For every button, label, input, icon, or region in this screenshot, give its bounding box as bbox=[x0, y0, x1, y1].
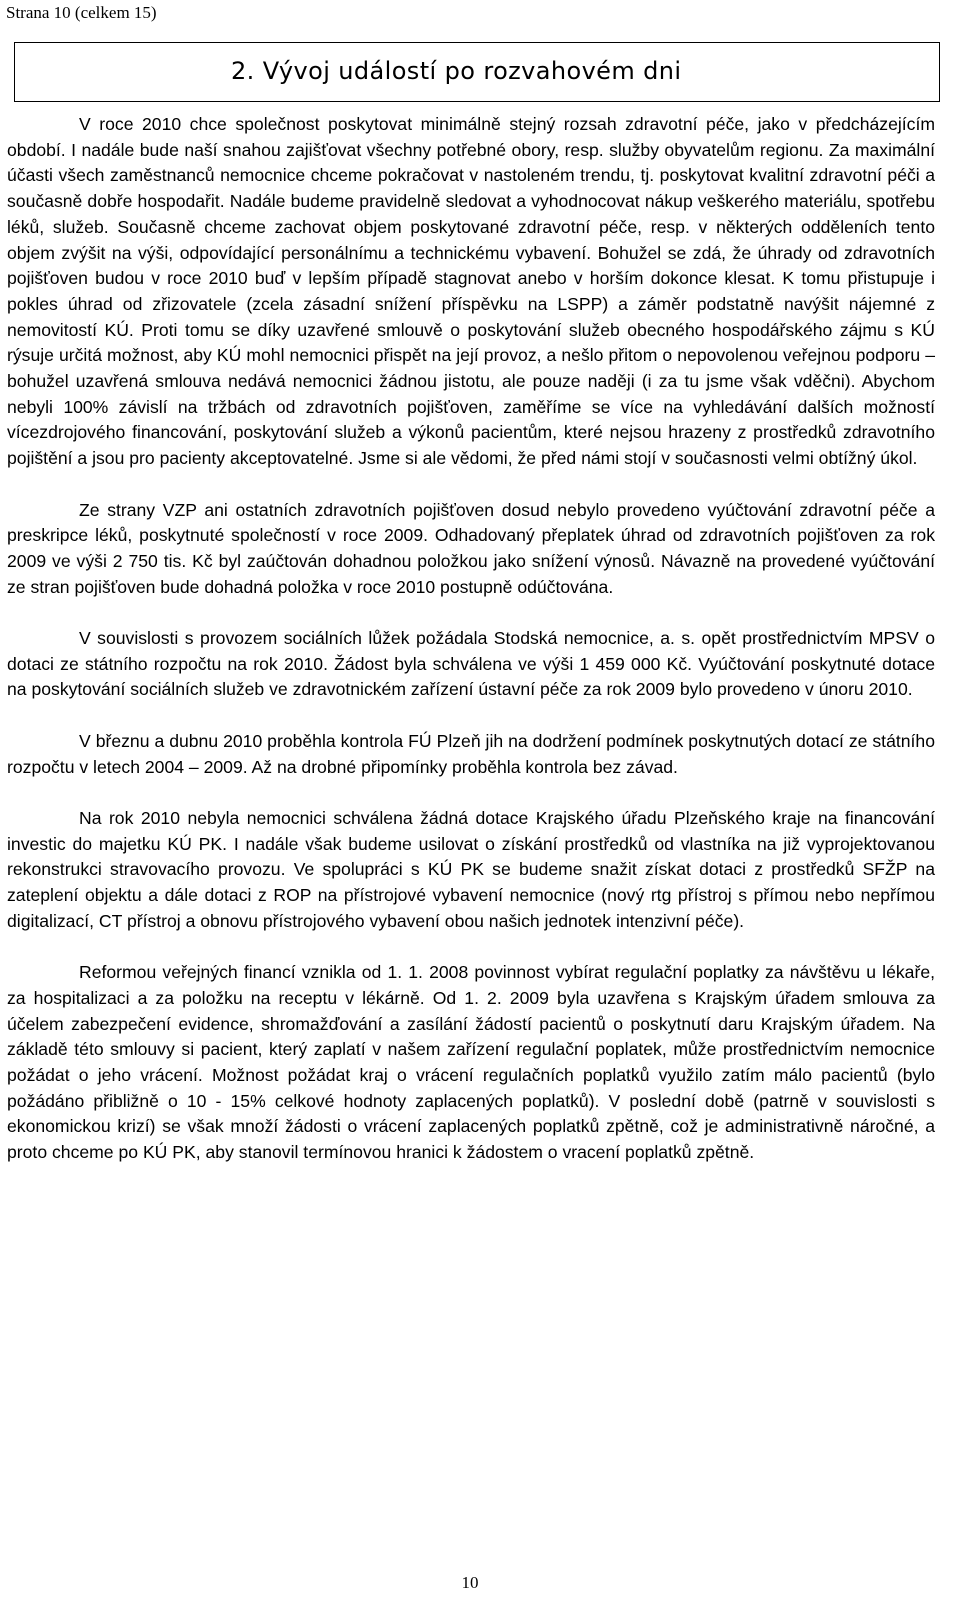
paragraph-investment-funding: Na rok 2010 nebyla nemocnici schválena žádná dotace Krajského úřadu Plzeňského kraje na financování investic do majetku KÚ PK. I nadále však budeme usilovat o získání prostředků od vlastníka na již vyprojektovanou rekonstrukci stravovacího provozu. Ve spolupráci s KÚ PK se budeme snažit získat dotaci z prostředků SFŽP na zateplení objektu a dále dotaci z ROP na přístrojové vybavení nemocnice (nový rtg přístroj s přímou nebo nepřímou digitalizací, CT přístroj a obnovu přístrojového vybavení obou našich jednotek intenzivní péče). bbox=[7, 807, 935, 931]
paragraph-outlook: V roce 2010 chce společnost poskytovat minimálně stejný rozsah zdravotní péče, jako v předcházejícím období. I nadále bude naší snahou zajišťovat všechny potřebné obory, resp. služby obyvatelům regionu. Za maximální účasti všech zaměstnanců nemocnice chceme pokračovat v nastoleném trendu, tj. poskytovat kvalitní zdravotní péči a současně dobře hospodařit. Nadále budeme pravidelně sledovat a vyhodnocovat nákup veškerého materiálu, spotřebu léků, služeb. Současně chceme zachovat objem poskytované zdravotní péče, resp. v některých odděleních tento objem zvýšit na výši, odpovídající personálnímu a technickému vybavení. Bohužel se zdá, že úhrady od zdravotních pojišťoven budou v roce 2010 buď v lepším případě stagnovat anebo v horším dokonce klesat. K tomu přistupuje i pokles úhrad od zřizovatele (zcela zásadní snížení příspěvku na LSPP) a záměr podstatně navýšit nájemné z nemovitostí KÚ. Proti tomu se díky uzavřené smlouvě o poskytování služeb obecného hospodářského zájmu s KÚ rýsuje určitá možnost, aby KÚ mohl nemocnici přispět na její provoz, a nešlo přitom o nepovolenou veřejnou podporu – bohužel uzavřená smlouva nedává nemocnici žádnou jistotu, ale pouze naději (i za tu jsme však vděčni). Abychom nebyli 100% závislí na tržbách od zdravotních pojišťoven, zaměříme se více na vyhledávání dalších možností vícezdrojového financování, poskytování služeb a výkonů pacientům, které nejsou hrazeny z prostředků zdravotního pojištění a jsou pro pacienty akceptovatelné. Jsme si ale vědomi, že před námi stojí v současnosti velmi obtížný úkol. bbox=[7, 114, 935, 469]
section-heading-box bbox=[14, 42, 940, 102]
paragraph-social-beds-subsidy: V souvislosti s provozem sociálních lůžek požádala Stodská nemocnice, a. s. opět prostřednictvím MPSV o dotaci ze státního rozpočtu na rok 2010. Žádost byla schválena ve výši 1 459 000 Kč. Vyúčtování poskytnuté dotace na poskytování sociálních služeb ve zdravotnickém zařízení ústavní péče za rok 2009 bylo provedeno v únoru 2010. bbox=[7, 628, 935, 700]
body-text bbox=[7, 112, 935, 1166]
paragraph-regulatory-fees: Reformou veřejných financí vznikla od 1. 1. 2008 povinnost vybírat regulační poplatky za návštěvu u lékaře, za hospitalizaci a za položku na receptu v lékárně. Od 1. 2. 2009 byla uzavřena s Krajským úřadem smlouva za účelem zabezpečení evidence, shromažďování a zasílání žádostí pacientů o poskytnutí daru Krajským úřadem. Na základě této smlouvy si pacient, který zaplatí v našem zařízení regulační poplatek, může prostřednictvím nemocnice požádat o jeho vrácení. Možnost požádat kraj o vrácení regulačních poplatků využilo zatím málo pacientů (bylo požádáno přibližně o 10 - 15% celkové hodnoty zaplacených poplatků). V poslední době (patrně v souvislosti s ekonomickou krizí) se však množí žádosti o vrácení zaplacených poplatků zpětně, což je administrativně náročné, a proto chceme po KÚ PK, aby stanovil termínovou hranici k žádostem o vracení poplatků zpětně. bbox=[7, 962, 935, 1163]
paragraph-tax-office-audit: V březnu a dubnu 2010 proběhla kontrola FÚ Plzeň jih na dodržení podmínek poskytnutých dotací ze státního rozpočtu v letech 2004 – 2009. Až na drobné připomínky proběhla kontrola bez závad. bbox=[7, 730, 935, 777]
page-header: Strana 10 (celkem 15) bbox=[6, 3, 157, 22]
paragraph-insurance-settlement: Ze strany VZP ani ostatních zdravotních pojišťoven dosud nebylo provedeno vyúčtování zdravotní péče a preskripce léků, poskytnuté společností v roce 2009. Odhadovaný přeplatek úhrad od zdravotních pojišťoven za rok 2009 ve výši 2 750 tis. Kč byl zaúčtován dohadnou položkou jako snížení výnosů. Návazně na provedené vyúčtování ze stran pojišťoven bude dohadná položka v roce 2010 postupně odúčtována. bbox=[7, 499, 935, 597]
page-number: 10 bbox=[461, 1573, 479, 1592]
section-title: 2. Vývoj událostí po rozvahovém dni bbox=[231, 57, 682, 85]
